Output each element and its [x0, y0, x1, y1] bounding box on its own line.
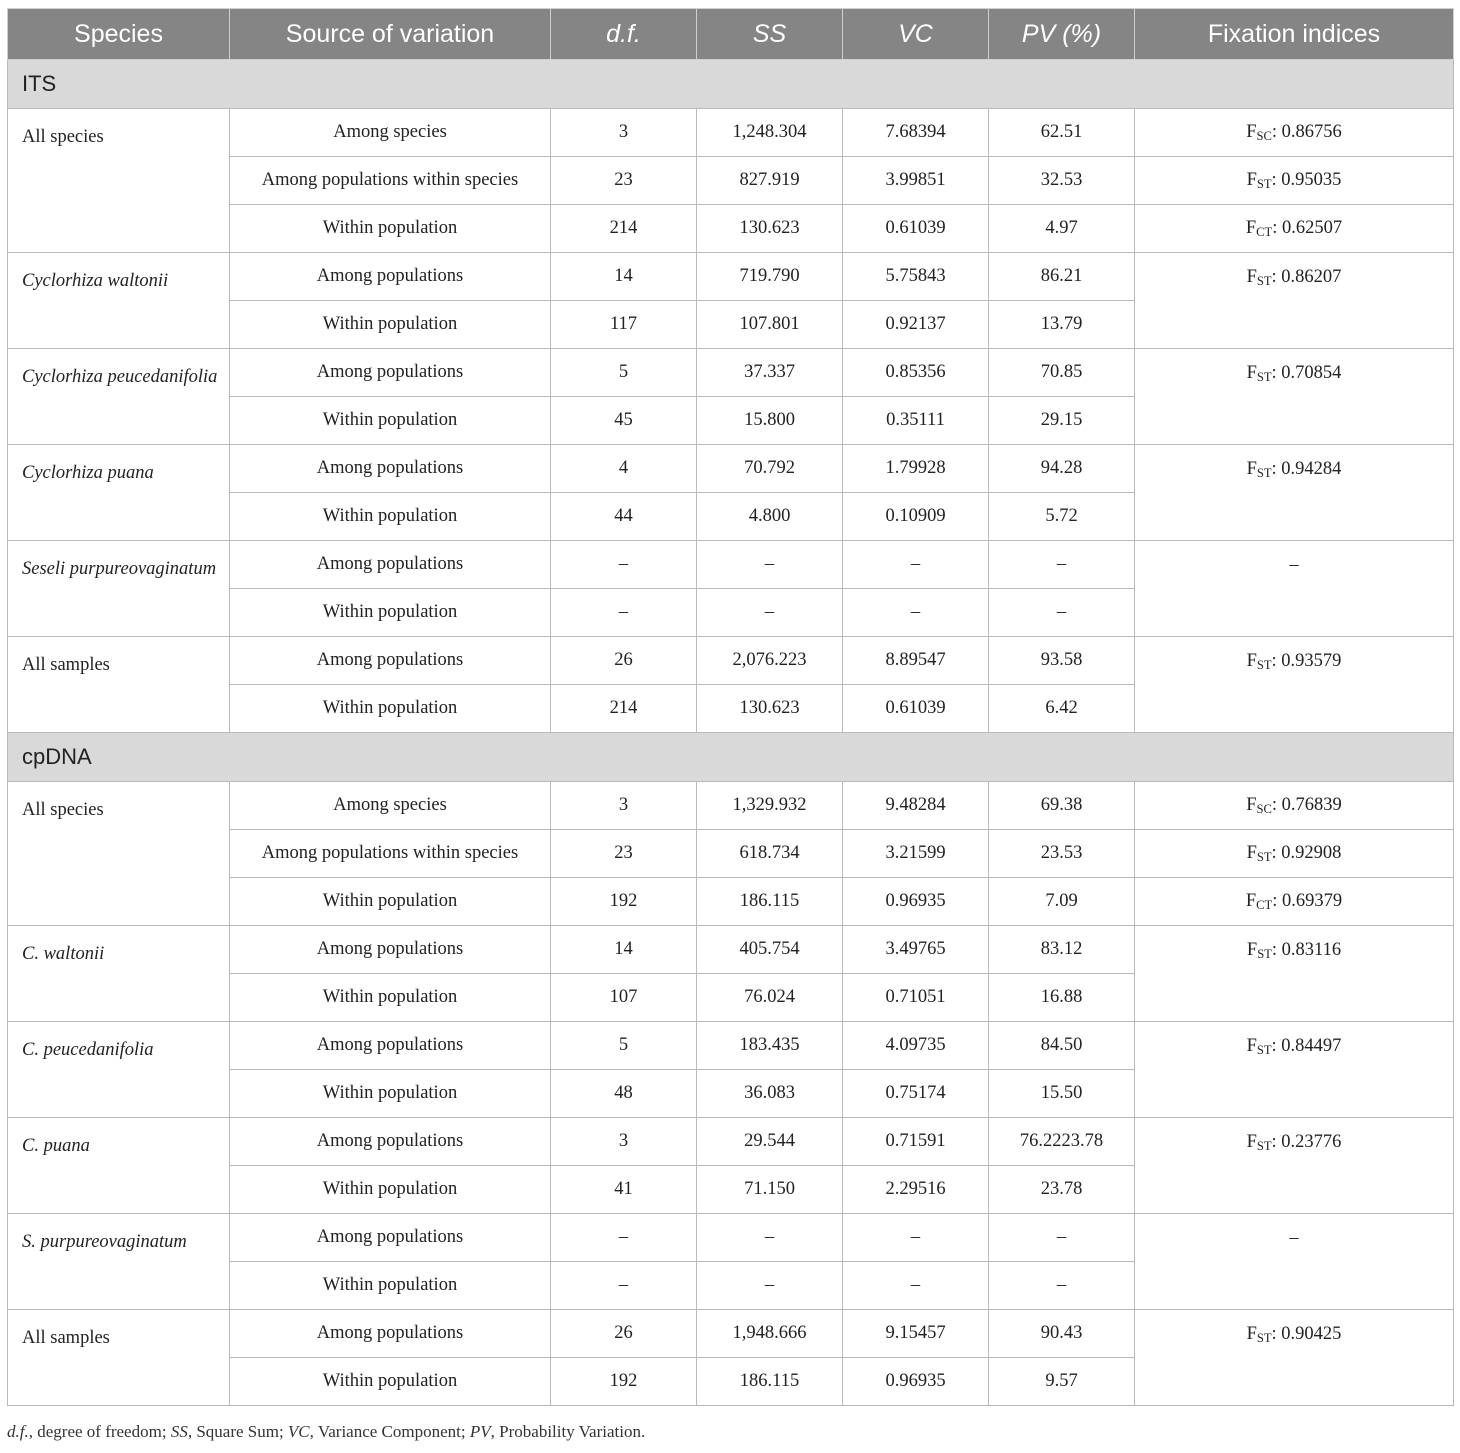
ss-cell: 1,948.666	[697, 1310, 843, 1358]
df-cell: 117	[551, 301, 697, 349]
section-label-cpdna: cpDNA	[8, 733, 1454, 782]
vc-cell: –	[843, 1214, 989, 1262]
df-cell: 192	[551, 1358, 697, 1406]
vc-cell: 1.79928	[843, 445, 989, 493]
source-cell: Within population	[230, 974, 551, 1022]
ss-cell: 405.754	[697, 926, 843, 974]
table-row	[8, 637, 1454, 685]
header-species: Species	[8, 9, 230, 60]
source-cell: Among populations	[230, 349, 551, 397]
header-vc: VC	[843, 9, 989, 60]
ss-cell: –	[697, 589, 843, 637]
ss-cell: 2,076.223	[697, 637, 843, 685]
df-cell: 45	[551, 397, 697, 445]
df-cell: –	[551, 1214, 697, 1262]
pv-cell: –	[989, 541, 1135, 589]
fixation-cell: $F_{ST}$: 0.83116	[1135, 926, 1454, 1022]
source-cell: Among populations	[230, 926, 551, 974]
pv-cell: 93.58	[989, 637, 1135, 685]
source-cell: Within population	[230, 685, 551, 733]
fixation-cell: $F_{ST}$: 0.93579	[1135, 637, 1454, 733]
df-cell: 48	[551, 1070, 697, 1118]
species-cell: All samples	[8, 1310, 230, 1406]
vc-cell: 3.49765	[843, 926, 989, 974]
fixation-cell: $F_{ST}$: 0.84497	[1135, 1022, 1454, 1118]
df-cell: 5	[551, 349, 697, 397]
pv-cell: 5.72	[989, 493, 1135, 541]
species-cell: S. purpureovaginatum	[8, 1214, 230, 1310]
pv-cell: 90.43	[989, 1310, 1135, 1358]
ss-cell: 107.801	[697, 301, 843, 349]
df-cell: –	[551, 1262, 697, 1310]
df-cell: –	[551, 589, 697, 637]
fixation-cell: $F_{ST}$: 0.23776	[1135, 1118, 1454, 1214]
df-cell: 5	[551, 1022, 697, 1070]
vc-cell: 7.68394	[843, 109, 989, 157]
ss-cell: 37.337	[697, 349, 843, 397]
source-cell: Among populations	[230, 445, 551, 493]
pv-cell: 32.53	[989, 157, 1135, 205]
ss-cell: 1,248.304	[697, 109, 843, 157]
species-cell: All species	[8, 109, 230, 253]
source-cell: Within population	[230, 589, 551, 637]
pv-cell: 15.50	[989, 1070, 1135, 1118]
ss-cell: 130.623	[697, 685, 843, 733]
table-row	[8, 1022, 1454, 1070]
source-cell: Among populations	[230, 1214, 551, 1262]
ss-cell: 130.623	[697, 205, 843, 253]
pv-cell: 84.50	[989, 1022, 1135, 1070]
source-cell: Among species	[230, 782, 551, 830]
ss-cell: 76.024	[697, 974, 843, 1022]
vc-cell: 9.15457	[843, 1310, 989, 1358]
vc-cell: 0.71051	[843, 974, 989, 1022]
df-cell: 41	[551, 1166, 697, 1214]
pv-cell: 83.12	[989, 926, 1135, 974]
df-cell: 44	[551, 493, 697, 541]
pv-cell: 9.57	[989, 1358, 1135, 1406]
df-cell: 214	[551, 685, 697, 733]
species-cell: Cyclorhiza waltonii	[8, 253, 230, 349]
vc-cell: 2.29516	[843, 1166, 989, 1214]
pv-cell: 6.42	[989, 685, 1135, 733]
table-row	[8, 1214, 1454, 1262]
source-cell: Among populations	[230, 1022, 551, 1070]
source-cell: Among populations	[230, 1310, 551, 1358]
vc-cell: 8.89547	[843, 637, 989, 685]
pv-cell: 23.53	[989, 830, 1135, 878]
vc-cell: –	[843, 1262, 989, 1310]
fixation-cell: $F_{SC}$: 0.86756	[1135, 109, 1454, 157]
pv-cell: 13.79	[989, 301, 1135, 349]
pv-cell: 86.21	[989, 253, 1135, 301]
ss-cell: 827.919	[697, 157, 843, 205]
header-fixation: Fixation indices	[1135, 9, 1454, 60]
table-row	[8, 782, 1454, 830]
species-cell: All species	[8, 782, 230, 926]
df-cell: 3	[551, 1118, 697, 1166]
source-cell: Within population	[230, 1358, 551, 1406]
df-cell: 214	[551, 205, 697, 253]
table-row	[8, 926, 1454, 974]
section-row-cpdna	[8, 733, 1454, 782]
vc-cell: 0.96935	[843, 1358, 989, 1406]
source-cell: Among populations	[230, 1118, 551, 1166]
ss-cell: 70.792	[697, 445, 843, 493]
vc-cell: 0.10909	[843, 493, 989, 541]
source-cell: Within population	[230, 1070, 551, 1118]
fixation-cell: –	[1135, 1214, 1454, 1310]
ss-cell: 36.083	[697, 1070, 843, 1118]
table-row	[8, 541, 1454, 589]
amova-table	[7, 8, 1454, 1406]
fixation-cell: $F_{ST}$: 0.86207	[1135, 253, 1454, 349]
vc-cell: 0.71591	[843, 1118, 989, 1166]
source-cell: Among populations	[230, 253, 551, 301]
table-row	[8, 349, 1454, 397]
vc-cell: –	[843, 541, 989, 589]
pv-cell: –	[989, 1262, 1135, 1310]
species-cell: C. waltonii	[8, 926, 230, 1022]
df-cell: 4	[551, 445, 697, 493]
df-cell: 14	[551, 253, 697, 301]
pv-cell: 29.15	[989, 397, 1135, 445]
fixation-cell: $F_{CT}$: 0.69379	[1135, 878, 1454, 926]
ss-cell: 618.734	[697, 830, 843, 878]
source-cell: Within population	[230, 205, 551, 253]
fixation-cell: $F_{ST}$: 0.70854	[1135, 349, 1454, 445]
df-cell: 14	[551, 926, 697, 974]
vc-cell: 0.61039	[843, 685, 989, 733]
df-cell: 107	[551, 974, 697, 1022]
species-cell: C. puana	[8, 1118, 230, 1214]
vc-cell: 9.48284	[843, 782, 989, 830]
ss-cell: –	[697, 541, 843, 589]
fixation-cell: $F_{ST}$: 0.94284	[1135, 445, 1454, 541]
species-cell: C. peucedanifolia	[8, 1022, 230, 1118]
table-footnote: d.f., degree of freedom; SS, Square Sum; VC, Variance Component; PV, Probability Variation.	[7, 1422, 646, 1441]
header-source: Source of variation	[230, 9, 551, 60]
vc-cell: 4.09735	[843, 1022, 989, 1070]
vc-cell: 0.75174	[843, 1070, 989, 1118]
section-label-its: ITS	[8, 60, 1454, 109]
vc-cell: 3.21599	[843, 830, 989, 878]
table-row	[8, 1118, 1454, 1166]
ss-cell: 29.544	[697, 1118, 843, 1166]
ss-cell: 1,329.932	[697, 782, 843, 830]
ss-cell: –	[697, 1214, 843, 1262]
pv-cell: 62.51	[989, 109, 1135, 157]
ss-cell: 186.115	[697, 878, 843, 926]
vc-cell: 0.92137	[843, 301, 989, 349]
ss-cell: 71.150	[697, 1166, 843, 1214]
header-df: d.f.	[551, 9, 697, 60]
pv-cell: 94.28	[989, 445, 1135, 493]
pv-cell: 16.88	[989, 974, 1135, 1022]
source-cell: Among populations	[230, 637, 551, 685]
vc-cell: 5.75843	[843, 253, 989, 301]
vc-cell: –	[843, 589, 989, 637]
table-row	[8, 1310, 1454, 1358]
vc-cell: 0.85356	[843, 349, 989, 397]
header-pv: PV (%)	[989, 9, 1135, 60]
header-ss: SS	[697, 9, 843, 60]
pv-cell: –	[989, 1214, 1135, 1262]
fixation-cell: –	[1135, 541, 1454, 637]
vc-cell: 0.61039	[843, 205, 989, 253]
ss-cell: 183.435	[697, 1022, 843, 1070]
header-row	[8, 9, 1454, 60]
df-cell: 23	[551, 157, 697, 205]
fixation-cell: $F_{ST}$: 0.90425	[1135, 1310, 1454, 1406]
species-cell: Seseli purpureovaginatum	[8, 541, 230, 637]
df-cell: 26	[551, 1310, 697, 1358]
source-cell: Among populations	[230, 541, 551, 589]
fixation-cell: $F_{CT}$: 0.62507	[1135, 205, 1454, 253]
table-row	[8, 253, 1454, 301]
table-row	[8, 445, 1454, 493]
df-cell: 26	[551, 637, 697, 685]
species-cell: Cyclorhiza peucedanifolia	[8, 349, 230, 445]
pv-cell: 76.2223.78	[989, 1118, 1135, 1166]
pv-cell: 70.85	[989, 349, 1135, 397]
ss-cell: –	[697, 1262, 843, 1310]
fixation-cell: $F_{ST}$: 0.92908	[1135, 830, 1454, 878]
species-cell: Cyclorhiza puana	[8, 445, 230, 541]
source-cell: Within population	[230, 1166, 551, 1214]
df-cell: 192	[551, 878, 697, 926]
species-cell: All samples	[8, 637, 230, 733]
vc-cell: 3.99851	[843, 157, 989, 205]
table-row	[8, 109, 1454, 157]
source-cell: Within population	[230, 1262, 551, 1310]
df-cell: 23	[551, 830, 697, 878]
source-cell: Among populations within species	[230, 830, 551, 878]
df-cell: 3	[551, 782, 697, 830]
ss-cell: 186.115	[697, 1358, 843, 1406]
fixation-cell: $F_{ST}$: 0.95035	[1135, 157, 1454, 205]
df-cell: –	[551, 541, 697, 589]
ss-cell: 4.800	[697, 493, 843, 541]
source-cell: Within population	[230, 301, 551, 349]
vc-cell: 0.96935	[843, 878, 989, 926]
section-row-its	[8, 60, 1454, 109]
source-cell: Within population	[230, 397, 551, 445]
pv-cell: –	[989, 589, 1135, 637]
source-cell: Among species	[230, 109, 551, 157]
df-cell: 3	[551, 109, 697, 157]
source-cell: Within population	[230, 878, 551, 926]
pv-cell: 23.78	[989, 1166, 1135, 1214]
ss-cell: 719.790	[697, 253, 843, 301]
pv-cell: 7.09	[989, 878, 1135, 926]
ss-cell: 15.800	[697, 397, 843, 445]
source-cell: Within population	[230, 493, 551, 541]
vc-cell: 0.35111	[843, 397, 989, 445]
pv-cell: 69.38	[989, 782, 1135, 830]
pv-cell: 4.97	[989, 205, 1135, 253]
fixation-cell: $F_{SC}$: 0.76839	[1135, 782, 1454, 830]
source-cell: Among populations within species	[230, 157, 551, 205]
